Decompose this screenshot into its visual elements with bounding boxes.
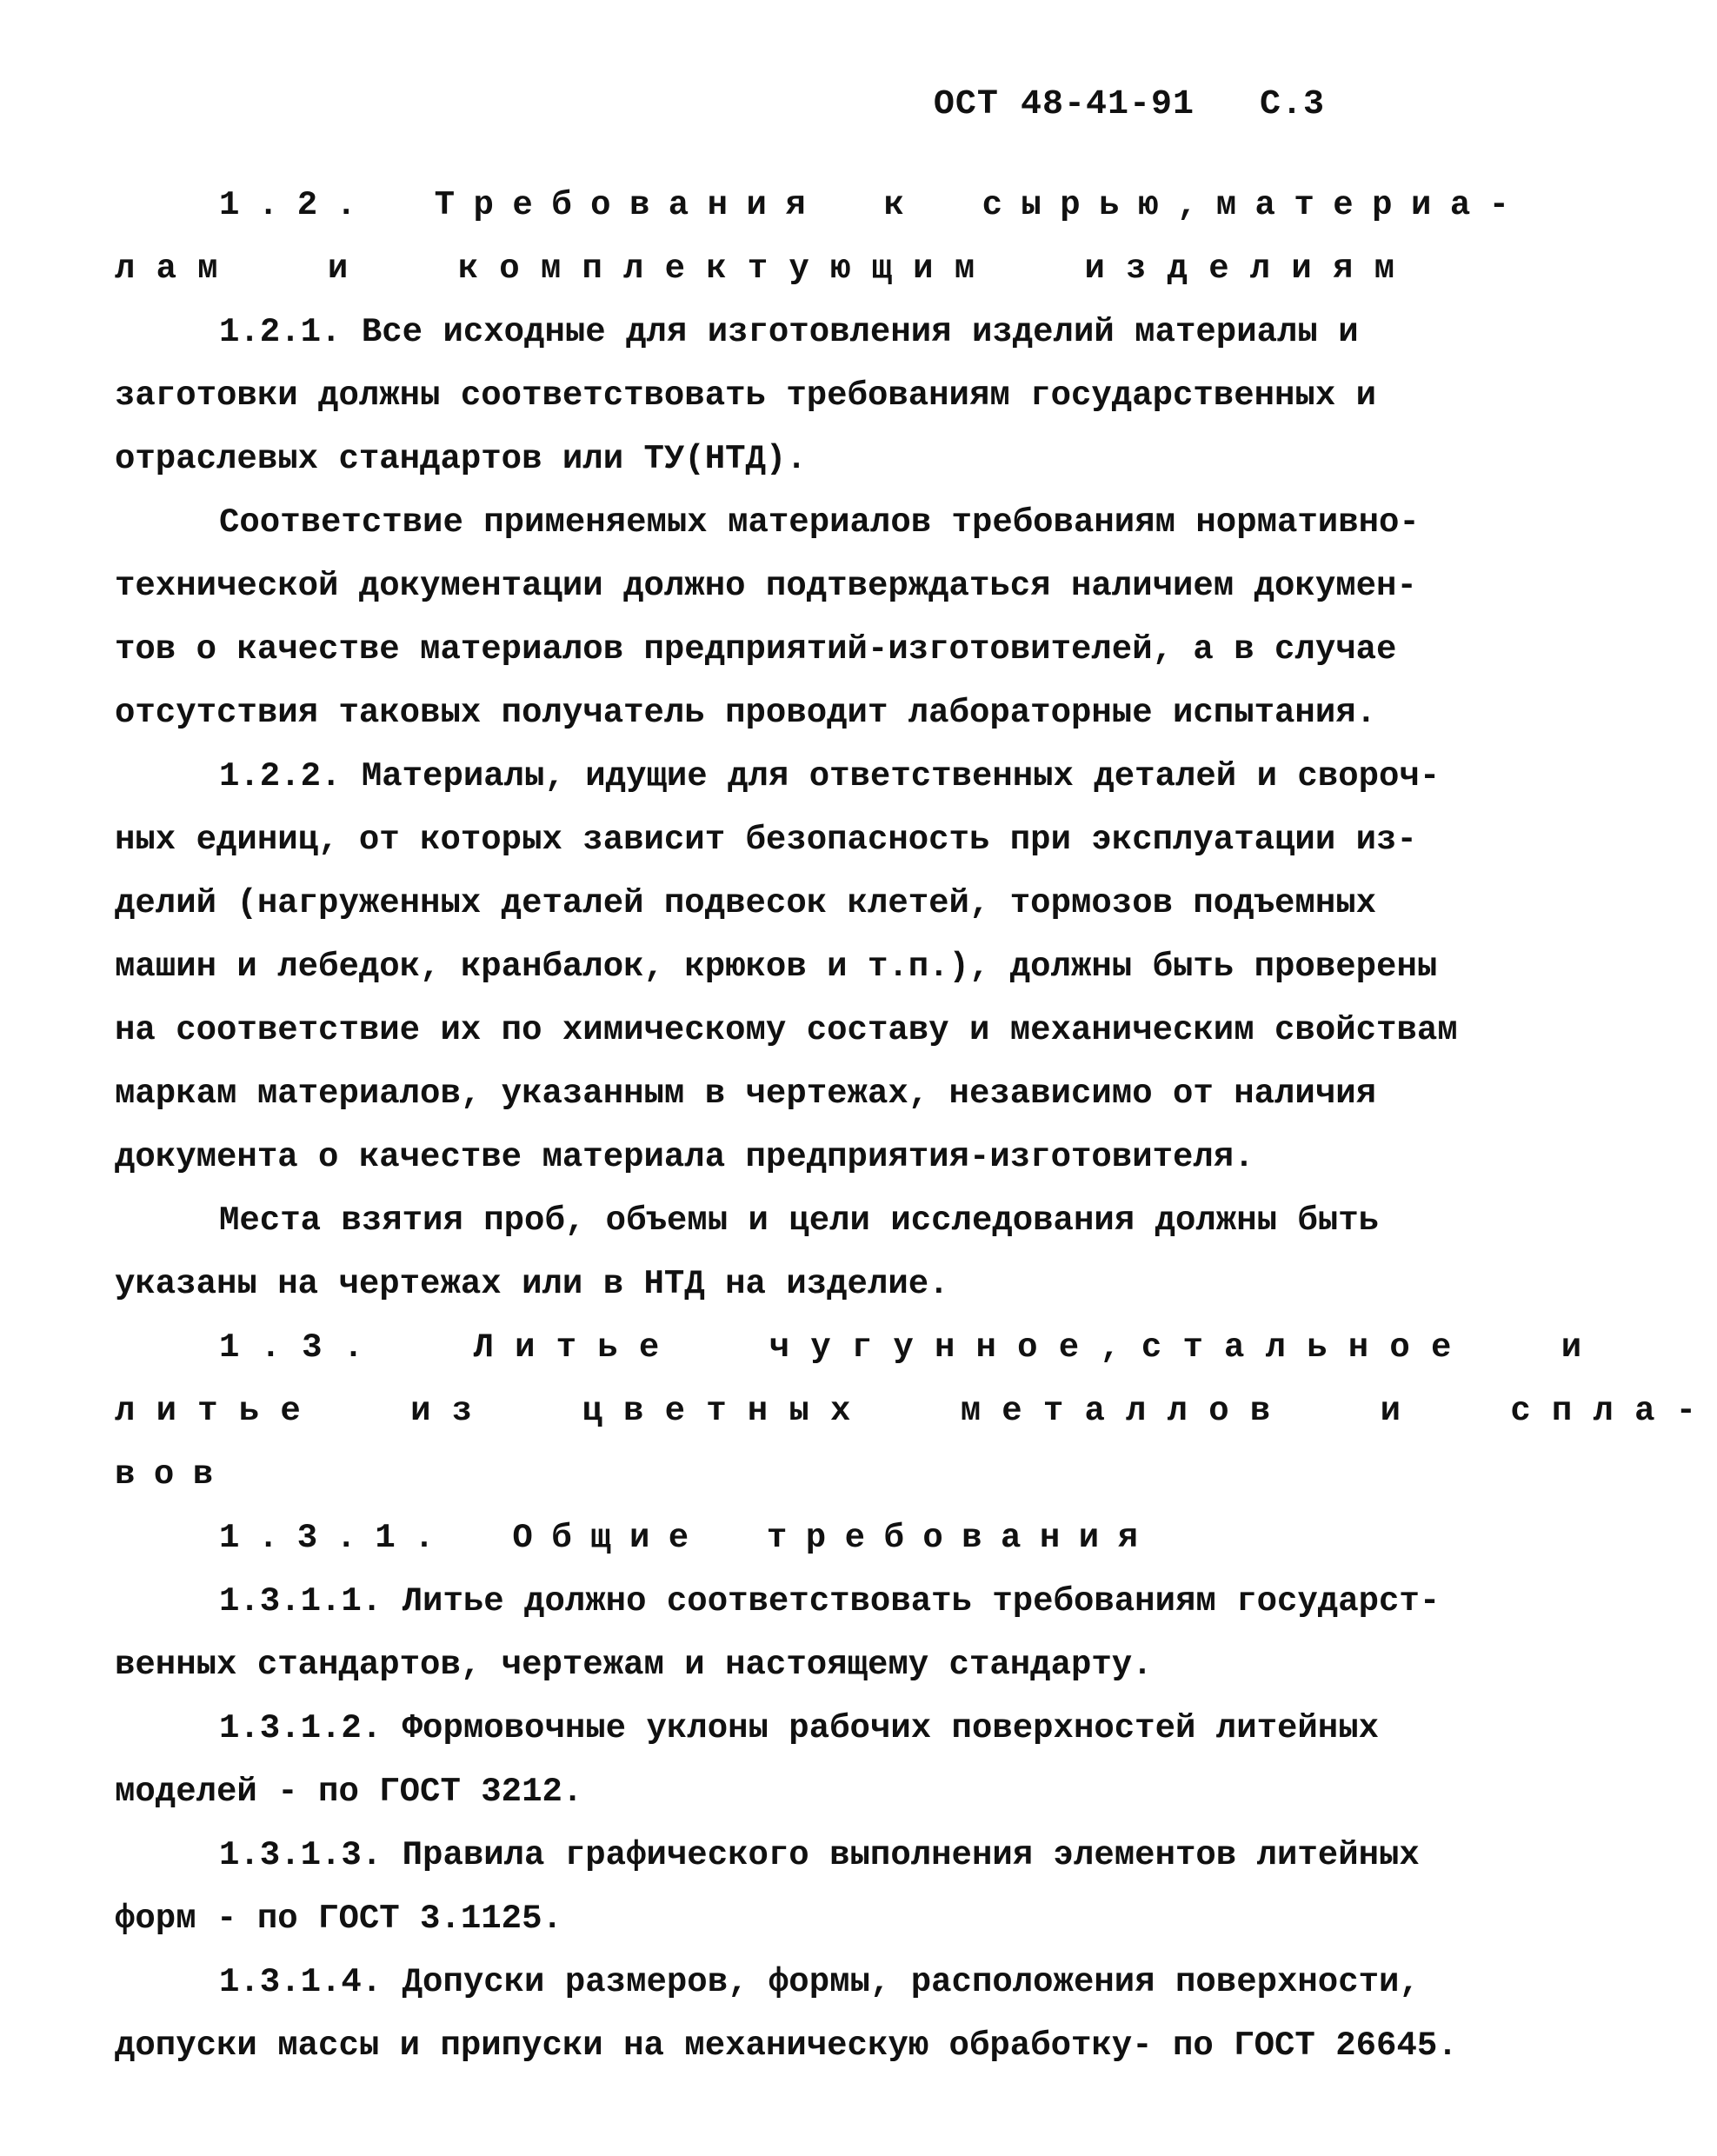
text-line: тов о качестве материалов предприятий-изготовителей, а в случае [115,630,1397,669]
text-line: отраслевых стандартов или ТУ(НТД). [115,440,807,478]
text-line: ных единиц, от которых зависит безопасность при эксплуатации из- [115,821,1417,859]
text-line: 1.2. Требования к сырью,материа- [219,186,1528,224]
text-line: технической документации должно подтверждаться наличием докумен- [115,567,1417,605]
text-line: 1.3.1.1. Литье должно соответствовать требованиям государст- [219,1582,1441,1620]
standard-number: ОСТ 48-41-91 [933,85,1195,124]
text-line: вов [115,1455,232,1494]
text-line: 1.3.1.3. Правила графического выполнения элементов литейных [219,1836,1420,1874]
text-line: венных стандартов, чертежам и настоящему стандарту. [115,1646,1153,1684]
text-line: литье из цветных металлов и спла- [115,1392,1717,1430]
text-line: указаны на чертежах или в НТД на изделие. [115,1265,949,1303]
text-line: заготовки должны соответствовать требованиям государственных и [115,376,1377,415]
document-body [115,174,1717,2078]
text-line: 1.3.1.4. Допуски размеров, формы, расположения поверхности, [219,1963,1420,2001]
text-line: моделей - по ГОСТ 3212. [115,1773,583,1811]
page-header [934,85,1325,124]
text-line: делий (нагруженных деталей подвесок клетей, тормозов подъемных [115,884,1377,922]
text-line: маркам материалов, указанным в чертежах, независимо от наличия [115,1075,1377,1113]
text-line: Соответствие применяемых материалов требованиям нормативно- [219,503,1420,542]
text-line: Места взятия проб, объемы и цели исследования должны быть [219,1201,1380,1240]
text-line: отсутствия таковых получатель проводит лабораторные испытания. [115,694,1377,732]
text-line: машин и лебедок, кранбалок, крюков и т.п.), должны быть проверены [115,948,1438,986]
text-line: 1.2.1. Все исходные для изготовления изделий материалы и [219,313,1359,351]
page-number: С.3 [1259,85,1325,124]
text-line: 1.3.1. Общие требования [219,1519,1157,1557]
text-line: форм - по ГОСТ 3.1125. [115,1900,562,1938]
text-line: лам и комплектующим изделиям [115,250,1416,288]
text-line: 1.3. Литье чугунное,стальное и [219,1328,1603,1367]
text-line: 1.3.1.2. Формовочные уклоны рабочих поверхностей литейных [219,1709,1380,1747]
text-line: на соответствие их по химическому составу и механическим свойствам [115,1011,1458,1049]
text-line: 1.2.2. Материалы, идущие для ответственных деталей и свороч- [219,757,1441,795]
text-line: документа о качестве материала предприятия-изготовителя. [115,1138,1254,1176]
text-line: допуски массы и припуски на механическую обработку- по ГОСТ 26645. [115,2026,1458,2065]
